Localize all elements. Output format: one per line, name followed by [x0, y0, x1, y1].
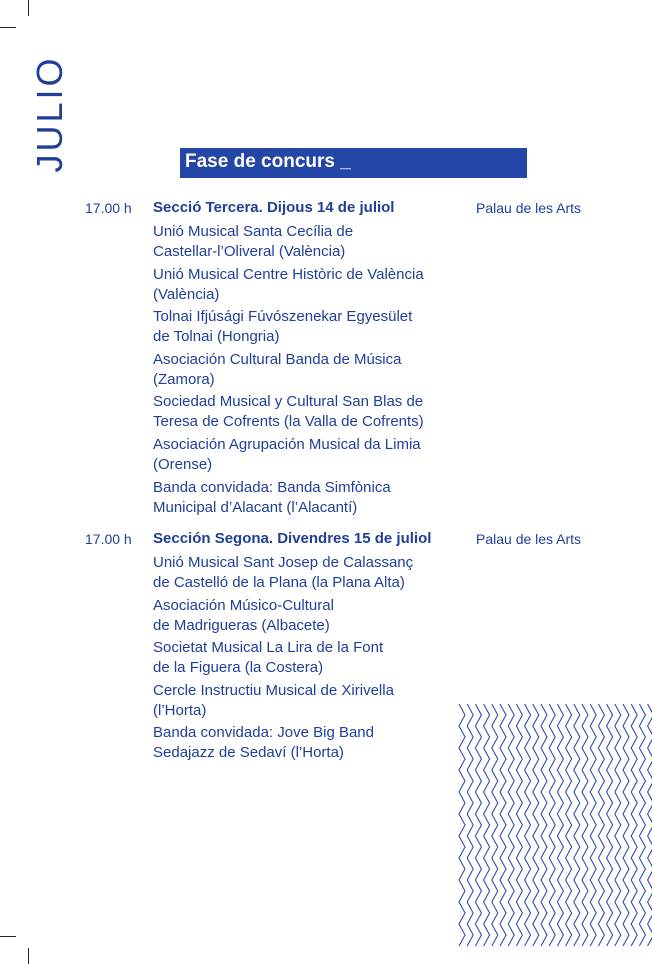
session-time: 17.00 h	[85, 200, 132, 216]
entry-line: de Tolnai (Hongria)	[153, 328, 280, 346]
zigzag-line	[557, 704, 563, 946]
zigzag-line	[598, 704, 604, 946]
zigzag-line	[533, 704, 539, 946]
entry-line: (Orense)	[153, 455, 213, 473]
entry-line: (València)	[153, 285, 220, 303]
entry-line: Unió Musical Santa Cecília de	[153, 223, 354, 240]
entry-line: Asociación Músico-Cultural	[153, 596, 334, 614]
zigzag-line	[475, 704, 481, 946]
list-item	[153, 435, 463, 475]
entry-line: Societat Musical La Lira de la Font	[153, 639, 384, 657]
zigzag-line	[607, 704, 613, 946]
zigzag-line	[459, 704, 465, 946]
entry-line: (l’Horta)	[153, 701, 207, 719]
zigzag-line	[492, 704, 498, 946]
list-item	[153, 307, 463, 347]
entry-line: (Zamora)	[153, 370, 215, 388]
entry-line: Asociación Cultural Banda de Música	[153, 350, 402, 368]
list-item	[153, 222, 463, 262]
zigzag-line	[566, 704, 572, 946]
zigzag-line	[615, 704, 621, 946]
list-item	[153, 553, 463, 593]
session-title: Secció Tercera. Dijous 14 de juliol	[153, 199, 395, 216]
crop-mark-bottom-left-vertical	[28, 948, 29, 964]
entry-line: Banda convidada: Banda Simfònica	[153, 478, 391, 496]
zigzag-pattern	[455, 704, 652, 952]
list-item	[153, 392, 463, 432]
crop-mark-top-left-horizontal	[0, 27, 16, 28]
entry-line: Castellar-l’Oliveral (València)	[153, 243, 346, 260]
zigzag-line	[574, 704, 580, 946]
zigzag-line	[484, 704, 490, 946]
list-item	[153, 478, 463, 518]
zigzag-line	[549, 704, 555, 946]
entry-line: Municipal d’Alacant (l’Alacantí)	[153, 498, 358, 516]
session-venue: Palau de les Arts	[476, 200, 582, 216]
zigzag-line	[590, 704, 596, 946]
month-text: JULIO	[29, 55, 70, 173]
zigzag-line	[508, 704, 514, 946]
list-item	[153, 265, 463, 305]
crop-mark-top-left-vertical	[28, 0, 29, 16]
zigzag-line	[516, 704, 522, 946]
entry-line: Sociedad Musical y Cultural San Blas de	[153, 393, 424, 411]
zigzag-line	[623, 704, 629, 946]
entry-line: Asociación Agrupación Musical da Limia	[153, 435, 421, 453]
zigzag-line	[582, 704, 588, 946]
list-item	[153, 350, 463, 390]
entry-line: Unió Musical Centre Històric de València	[153, 265, 424, 283]
entry-line: Cercle Instructiu Musical de Xirivella	[153, 681, 394, 699]
session-title: Sección Segona. Divendres 15 de juliol	[153, 530, 432, 547]
crop-mark-bottom-left-horizontal	[0, 936, 16, 937]
list-item	[153, 723, 463, 763]
phase-header: Fase de concurs _	[180, 148, 527, 178]
month-label	[29, 55, 70, 173]
zigzag-line	[467, 704, 473, 946]
session-time: 17.00 h	[85, 531, 132, 547]
entry-line: de Castelló de la Plana (la Plana Alta)	[153, 574, 405, 591]
zigzag-line	[541, 704, 547, 946]
entry-line: Unió Musical Sant Josep de Calassanç	[153, 554, 414, 571]
list-item	[153, 596, 463, 636]
zigzag-line	[648, 704, 652, 946]
list-item	[153, 638, 463, 678]
entry-line: de Madrigueras (Albacete)	[153, 616, 330, 634]
zigzag-line	[525, 704, 531, 946]
zigzag-line	[500, 704, 506, 946]
entry-line: Sedajazz de Sedaví (l’Horta)	[153, 744, 344, 762]
zigzag-line	[631, 704, 637, 946]
entry-line: Banda convidada: Jove Big Band	[153, 724, 374, 742]
entry-line: Teresa de Cofrents (la Valla de Cofrents)	[153, 413, 424, 431]
entry-line: de la Figuera (la Costera)	[153, 659, 324, 677]
session-venue: Palau de les Arts	[476, 531, 582, 547]
entry-list	[153, 553, 463, 766]
zigzag-line	[639, 704, 645, 946]
entry-line: Tolnai Ifjúsági Fúvószenekar Egyesület	[153, 308, 413, 326]
list-item	[153, 681, 463, 721]
entry-list	[153, 222, 463, 520]
